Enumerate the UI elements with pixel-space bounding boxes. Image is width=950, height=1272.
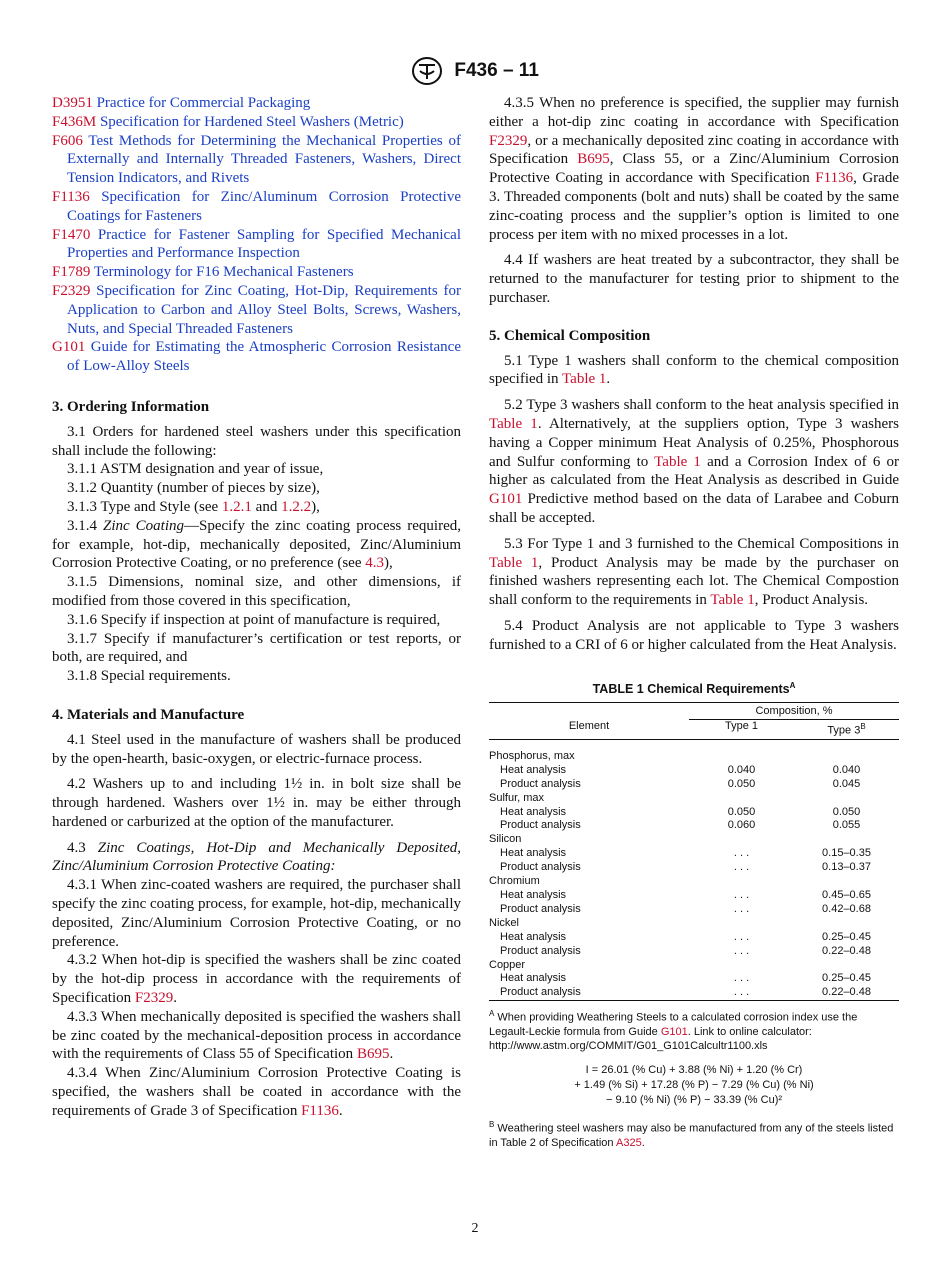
reference-list xyxy=(52,94,461,376)
para-3-1-4: 3.1.4 Zinc Coating—Specify the zinc coating process required, for example, hot-dip, mechanically deposited, Zinc/Aluminium Corrosion Protective Coating, or no preference (see 4.3), xyxy=(52,517,461,572)
table-row xyxy=(489,764,899,778)
type3-value: 0.055 xyxy=(832,819,861,832)
type3-value: 0.45–0.65 xyxy=(822,889,871,901)
reference-title[interactable]: Practice for Commercial Packaging xyxy=(96,95,311,111)
reference-item[interactable] xyxy=(52,113,461,132)
analysis-label: Product analysis xyxy=(500,902,581,915)
analysis-label: Product analysis xyxy=(500,861,581,874)
type3-value: 0.22–0.48 xyxy=(822,944,871,957)
para-4-1: 4.1 Steel used in the manufacture of washers shall be produced by the open-hearth, basic-oxygen, or electric-furnace process. xyxy=(52,731,461,767)
para-3-1-2: 3.1.2 Quantity (number of pieces by size), xyxy=(67,480,320,497)
analysis-label: Heat analysis xyxy=(500,763,567,776)
para-5-2: 5.2 Type 3 washers shall conform to the heat analysis specified in Table 1. Alternatively, at the suppliers option, Type 3 washers having a Copper minimum Heat Analysis of 0.25%, Phosphorous and Sulfur conforming to Table 1 and a Corrosion Index of 6 or higher as calculated from the Heat Analysis as described in Guide G101 Predictive method based on the data of Larabee and Coburn shall be accepted. xyxy=(489,397,899,526)
type3-value: 0.040 xyxy=(832,763,861,776)
type1-value: . . . xyxy=(733,847,750,860)
type1-value: . . . xyxy=(733,861,750,874)
type3-value: 0.22–0.48 xyxy=(794,986,899,1000)
link-f1136[interactable]: F1136 xyxy=(815,170,854,187)
table-row xyxy=(489,778,899,792)
reference-item[interactable] xyxy=(52,263,461,282)
reference-code[interactable]: D3951 xyxy=(52,95,93,111)
analysis-label: Product analysis xyxy=(500,819,581,832)
table-group-row xyxy=(489,750,899,764)
table-row xyxy=(489,903,899,917)
type3-value: 0.25–0.45 xyxy=(822,972,871,985)
link-table-1[interactable]: Table 1 xyxy=(562,371,607,388)
section-4-heading: 4. Materials and Manufacture xyxy=(52,706,245,723)
reference-title[interactable]: Specification for Zinc Coating, Hot-Dip, Requirements for Application to Carbon and Alloy Steel Bolts, Screws, Washers, Nuts, and Special Threaded Fasteners xyxy=(67,282,461,337)
reference-item[interactable] xyxy=(52,338,461,376)
link-table-1[interactable]: Table 1 xyxy=(654,453,701,470)
reference-code[interactable]: F1470 xyxy=(52,226,91,243)
reference-title[interactable]: Terminology for F16 Mechanical Fasteners xyxy=(93,264,354,281)
analysis-label: Heat analysis xyxy=(500,805,567,818)
para-3-1-7: 3.1.7 Specify if manufacturer’s certification or test reports, or both, are required, and xyxy=(52,630,461,666)
reference-item[interactable] xyxy=(52,94,461,113)
type3-value: 0.13–0.37 xyxy=(822,861,871,874)
analysis-label: Product analysis xyxy=(500,944,581,957)
para-3-1-1: 3.1.1 ASTM designation and year of issue, xyxy=(67,461,324,478)
link-table-1[interactable]: Table 1 xyxy=(489,415,538,432)
reference-item[interactable] xyxy=(52,132,461,188)
para-5-4: 5.4 Product Analysis are not applicable to Type 3 washers furnished to a CRI of 6 or higher calculated from the Heat Analysis. xyxy=(489,617,899,653)
reference-item[interactable] xyxy=(52,188,461,226)
type3-value: 0.050 xyxy=(832,805,861,818)
table-row xyxy=(489,986,899,1000)
footnote-b: $^B$ Weathering steel washers may also be manufactured from any of the steels listed in Table 2 of Specification A325. xyxy=(489,1119,894,1149)
type1-value: . . . xyxy=(733,944,750,957)
type1-value: . . . xyxy=(689,986,794,1000)
left-column xyxy=(52,94,461,1121)
analysis-label: Heat analysis xyxy=(500,930,567,943)
link-g101[interactable]: G101 xyxy=(660,1025,688,1038)
designation: F436 – 11 xyxy=(454,60,539,81)
type3-value: 0.15–0.35 xyxy=(822,847,871,860)
right-column xyxy=(489,94,899,1150)
element-name: Sulfur, max xyxy=(489,791,545,804)
reference-code[interactable]: F436M xyxy=(52,113,97,130)
para-4-4: 4.4 If washers are heat treated by a subcontractor, they shall be returned to the manufacturer for testing prior to shipment to the purchaser. xyxy=(489,252,899,306)
composition-header: Composition, % xyxy=(689,703,899,720)
link-b695[interactable]: B695 xyxy=(577,151,610,168)
link-1-2-2[interactable]: 1.2.2 xyxy=(281,498,312,515)
col-type1-header: Type 1 xyxy=(689,720,794,740)
table-row xyxy=(489,931,899,945)
type1-value: . . . xyxy=(733,930,750,943)
table-row xyxy=(489,861,899,875)
reference-code[interactable]: F1136 xyxy=(52,188,90,205)
table-group-row xyxy=(489,917,899,931)
type1-value: 0.060 xyxy=(727,819,756,832)
reference-item[interactable] xyxy=(52,226,461,264)
type1-value: 0.050 xyxy=(727,777,756,790)
footnote-a: $^A$ When providing Weathering Steels to a calculated corrosion index use the Legault-Leckie formula from Guide G101. Link to online calculator: http://www.astm.org/COMMIT/G01_G101Calcultr1100.xls xyxy=(489,1009,858,1052)
element-name: Chromium xyxy=(489,875,540,888)
type3-value: 0.42–0.68 xyxy=(822,902,871,915)
reference-code[interactable]: G101 xyxy=(52,339,86,356)
col-element-header: Element xyxy=(489,720,689,740)
table-row xyxy=(489,847,899,861)
table-row xyxy=(489,889,899,903)
reference-code[interactable]: F2329 xyxy=(52,282,91,299)
link-4-3[interactable]: 4.3 xyxy=(365,555,384,572)
type1-value: 0.050 xyxy=(727,805,756,818)
para-5-1: 5.1 Type 1 washers shall conform to the chemical composition specified in Table 1. xyxy=(489,352,899,388)
reference-title[interactable]: Guide for Estimating the Atmospheric Corrosion Resistance of Low-Alloy Steels xyxy=(67,339,461,375)
corrosion-index-formula: I = 26.01 (% Cu) + 3.88 (% Ni) + 1.20 (% Cr) + 1.49 (% Si) + 17.28 (% P) − 7.29 (% Cu) (% Ni) − 9.10 (% Ni) (% P) − 33.39 (% Cu)² xyxy=(574,1063,814,1106)
reference-item[interactable] xyxy=(52,282,461,338)
chemical-requirements-table xyxy=(489,702,899,1001)
para-4-3-2: 4.3.2 When hot-dip is specified the washers shall be zinc coated by the hot-dip process in accordance with the requirements of Specification F2329. xyxy=(52,952,461,1007)
element-name: Copper xyxy=(489,958,526,971)
analysis-label: Heat analysis xyxy=(500,972,567,985)
reference-code[interactable]: F606 xyxy=(52,132,83,149)
table-group-row xyxy=(489,792,899,806)
analysis-label: Heat analysis xyxy=(500,889,567,901)
link-1-2-1[interactable]: 1.2.1 xyxy=(221,498,252,515)
link-g101[interactable]: G101 xyxy=(489,491,523,508)
type3-value: 0.25–0.45 xyxy=(822,930,871,943)
para-3-1: 3.1 Orders for hardened steel washers under this specification shall include the following: xyxy=(52,423,461,459)
reference-title[interactable]: Specification for Zinc/Aluminum Corrosion Protective Coatings for Fasteners xyxy=(67,188,461,224)
type3-value: 0.045 xyxy=(832,777,861,790)
para-4-3-5: 4.3.5 When no preference is specified, the supplier may furnish either a hot-dip zinc coating in accordance with Specification F2329, or a mechanically deposited zinc coating in accordance with Specification B695, Class 55, or a Zinc/Aluminium Corrosion Protective Coating in accordance with Specification F1136, Grade 3. Threaded components (bolt and nuts) shall be coated by the same zinc-coating process and the supplier’s option is limited to one process per item with no mixed processes in a lot. xyxy=(489,95,900,243)
col-type3-header: Type $3^B$ xyxy=(794,720,899,740)
section-3-heading: 3. Ordering Information xyxy=(52,398,210,415)
analysis-label: Heat analysis xyxy=(500,847,567,860)
analysis-label: Product analysis xyxy=(489,986,689,1000)
link-f2329[interactable]: F2329 xyxy=(489,132,528,149)
table-row xyxy=(489,806,899,820)
type1-value: . . . xyxy=(733,902,750,915)
para-3-1-3: 3.1.3 Type and Style (see 1.2.1 and 1.2.2), xyxy=(67,498,320,515)
para-4-3-3: 4.3.3 When mechanically deposited is specified the washers shall be zinc coated by the mechanical-deposition process in accordance with the requirements of Class 55 of Specification B695. xyxy=(52,1008,461,1063)
page-number: 2 xyxy=(471,1221,479,1236)
reference-title[interactable]: Test Methods for Determining the Mechanical Properties of Externally and Internally Threaded Fasteners, Washers, Direct Tension Indicators, and Rivets xyxy=(67,132,461,187)
table-group-row xyxy=(489,875,899,889)
link-f1136[interactable]: F1136 xyxy=(301,1102,339,1119)
type1-value: . . . xyxy=(733,889,750,901)
link-a325[interactable]: A325 xyxy=(616,1136,642,1149)
para-4-2: 4.2 Washers up to and including 1½ in. in bolt size shall be through hardened. Washers over 1½ in. may be either through hardened or carburized at the option of the manufacturer. xyxy=(52,776,461,830)
page-header xyxy=(0,56,950,86)
reference-code[interactable]: F1789 xyxy=(52,264,91,281)
table-group-row xyxy=(489,959,899,973)
para-4-3-1: 4.3.1 When zinc-coated washers are required, the purchaser shall specify the zinc coating process, for example, hot-dip, mechanically deposited, Zinc/Aluminium Corrosion Protective Coating, or no preference. xyxy=(52,877,461,950)
table-row xyxy=(489,945,899,959)
para-3-1-6: 3.1.6 Specify if inspection at point of manufacture is required, xyxy=(67,611,441,628)
para-4-3: 4.3 Zinc Coatings, Hot-Dip and Mechanically Deposited, Zinc/Aluminium Corrosion Protective Coating: xyxy=(52,839,461,875)
type1-value: 0.040 xyxy=(727,763,756,776)
astm-logo-icon xyxy=(411,56,443,86)
para-4-3-4: 4.3.4 When Zinc/Aluminium Corrosion Protective Coating is specified, the washers shall be coated in accordance with the requirements of Grade 3 of Specification F1136. xyxy=(52,1065,461,1119)
link-f2329[interactable]: F2329 xyxy=(134,990,174,1007)
link-table-1[interactable]: Table 1 xyxy=(489,554,539,571)
para-3-1-8: 3.1.8 Special requirements. xyxy=(67,668,231,685)
table-row xyxy=(489,972,899,986)
analysis-label: Product analysis xyxy=(500,777,581,790)
section-5-heading: 5. Chemical Composition xyxy=(489,327,651,344)
para-3-1-5: 3.1.5 Dimensions, nominal size, and other dimensions, if modified from those covered in this specification, xyxy=(52,574,461,609)
table-group-row xyxy=(489,833,899,847)
reference-title[interactable]: Practice for Fastener Sampling for Specified Mechanical Properties and Performance Inspection xyxy=(67,226,461,262)
link-table-1[interactable]: Table 1 xyxy=(710,592,755,609)
element-name: Nickel xyxy=(489,916,519,929)
para-5-3: 5.3 For Type 1 and 3 furnished to the Chemical Compositions in Table 1, Product Analysis may be made by the purchaser on finished washers representing each lot. The Chemical Compostion shall conform to the requirements in Table 1, Product Analysis. xyxy=(489,535,899,609)
table-row xyxy=(489,819,899,833)
reference-title[interactable]: Specification for Hardened Steel Washers (Metric) xyxy=(99,113,404,130)
link-b695[interactable]: B695 xyxy=(356,1046,390,1063)
type1-value: . . . xyxy=(733,972,750,985)
table-title: TABLE 1 Chemical Requirements$^A$ xyxy=(592,680,796,696)
element-name: Phosphorus, max xyxy=(489,749,575,762)
element-name: Silicon xyxy=(489,833,522,846)
